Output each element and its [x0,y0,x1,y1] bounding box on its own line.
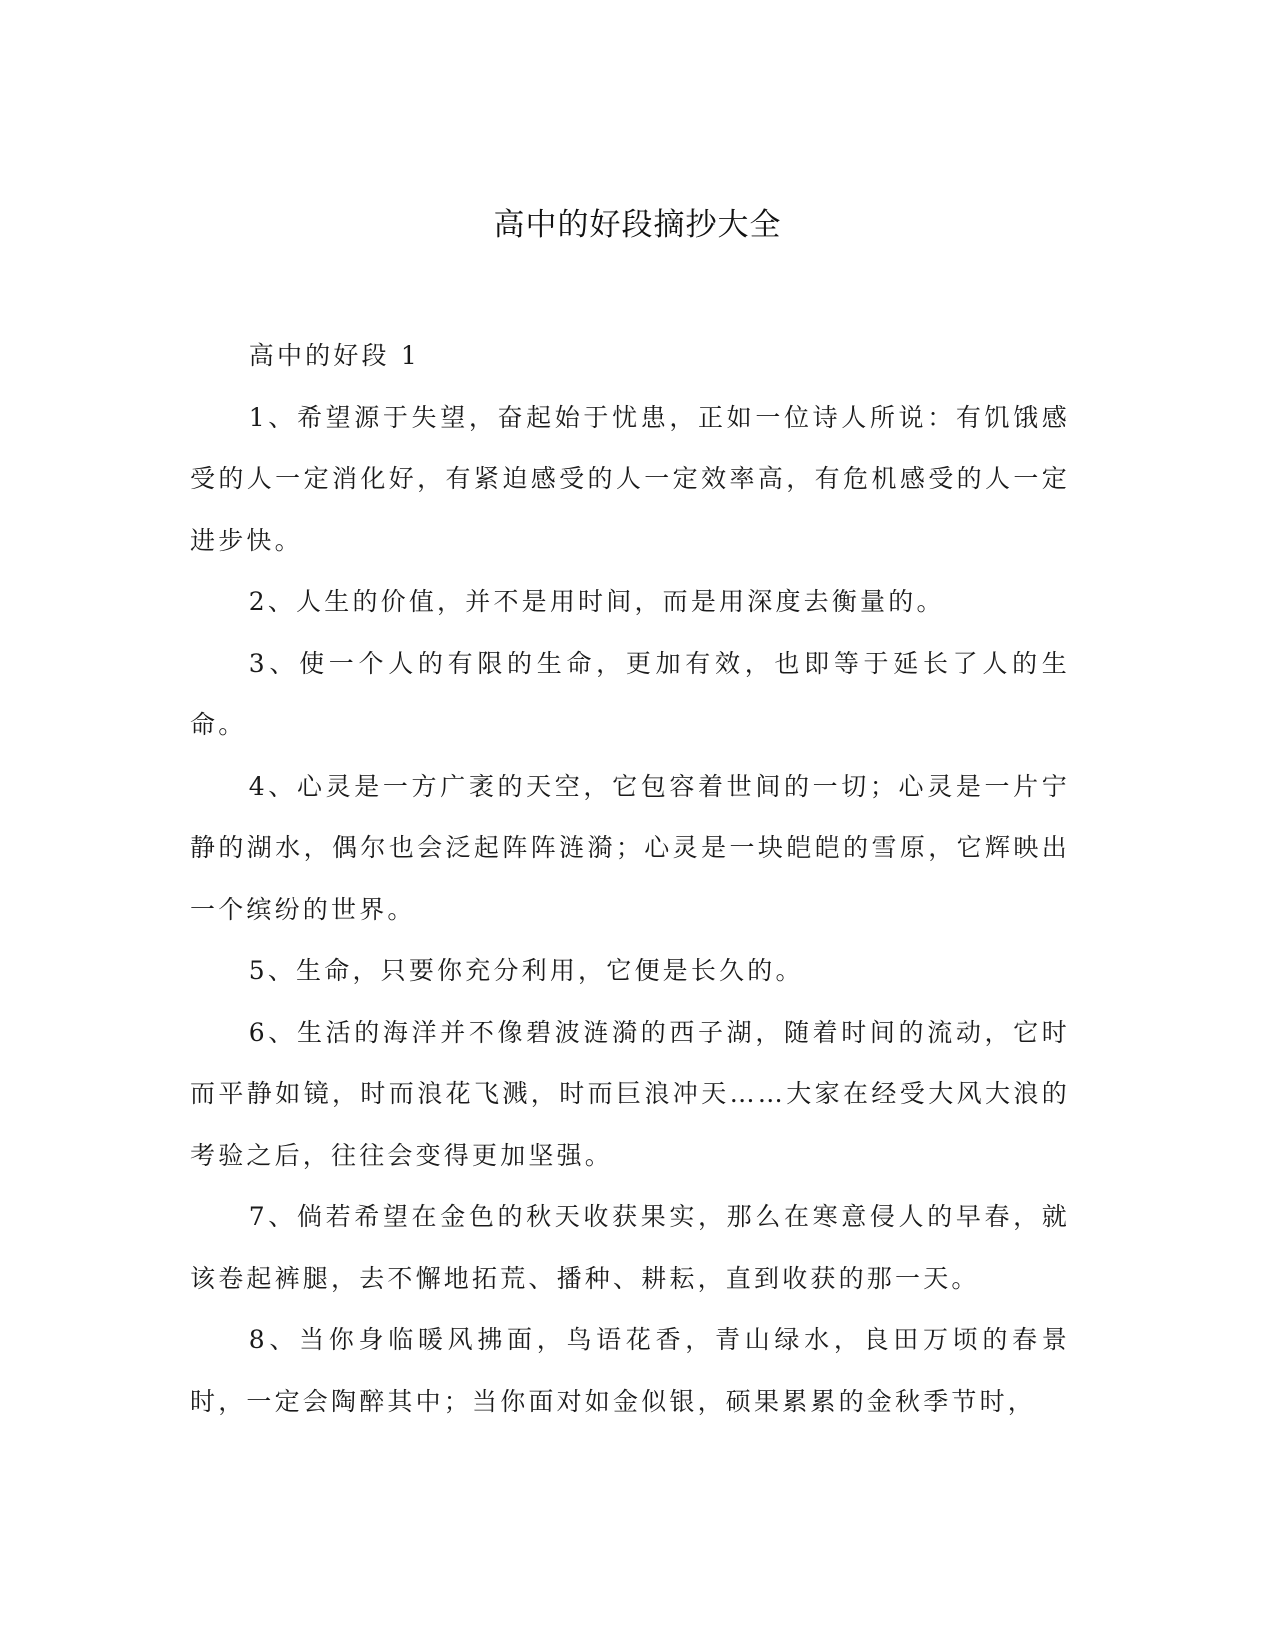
paragraph: 8、当你身临暖风拂面，鸟语花香，青山绿水，良田万顷的春景时，一定会陶醉其中；当你面对如金似银，硕果累累的金秋季节时， [190,1325,1070,1416]
paragraph: 2、人生的价值，并不是用时间，而是用深度去衡量的。 [248,587,945,616]
paragraph: 4、心灵是一方广袤的天空，它包容着世间的一切；心灵是一片宁静的湖水，偶尔也会泛起阵阵涟漪；心灵是一块皑皑的雪原，它辉映出一个缤纷的世界。 [190,771,1070,924]
paragraph: 1、希望源于失望，奋起始于忧患，正如一位诗人所说：有饥饿感受的人一定消化好，有紧迫感受的人一定效率高，有危机感受的人一定进步快。 [190,402,1070,555]
document-body [190,325,1070,1432]
paragraph: 7、倘若希望在金色的秋天收获果实，那么在寒意侵人的早春，就该卷起裤腿，去不懈地拓荒、播种、耕耘，直到收获的那一天。 [190,1202,1070,1293]
section-heading: 高中的好段 1 [248,341,421,370]
paragraph: 5、生命，只要你充分利用，它便是长久的。 [248,956,804,985]
paragraph: 6、生活的海洋并不像碧波涟漪的西子湖，随着时间的流动，它时而平静如镜，时而浪花飞溅，时而巨浪冲天……大家在经受大风大浪的考验之后，往往会变得更加坚强。 [190,1017,1070,1170]
paragraph: 3、使一个人的有限的生命，更加有效，也即等于延长了人的生命。 [190,648,1070,739]
document-title: 高中的好段摘抄大全 [493,207,782,243]
